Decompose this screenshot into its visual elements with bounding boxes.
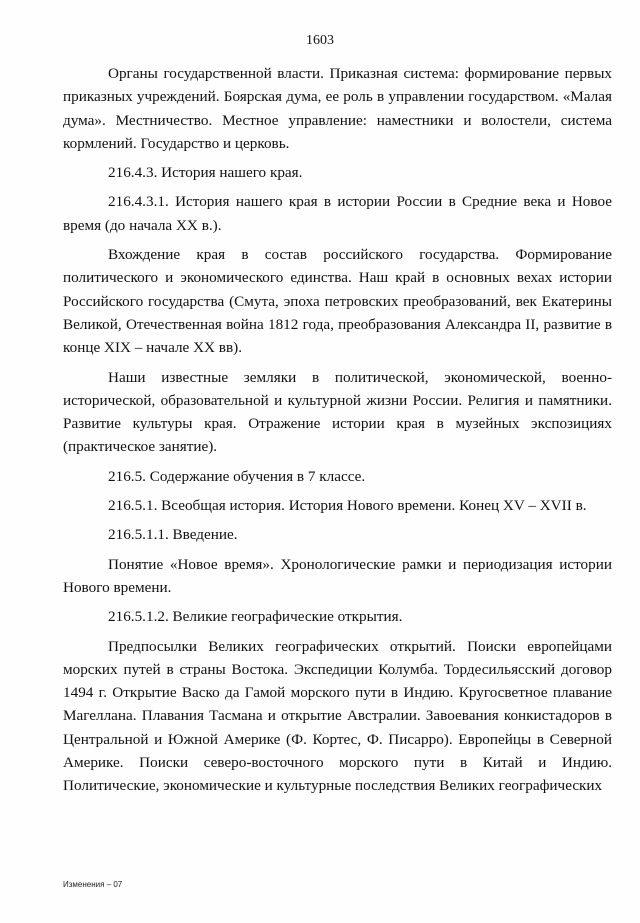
section-heading: 216.5.1.1. Введение.	[108, 526, 238, 544]
section-heading: 216.4.3. История нашего края.	[108, 164, 303, 182]
paragraph: Вхождение края в состав российского государства. Формирование политического и экономического единства. Наш край в основных вехах истории Российского государства (Смута, эпоха петровских преобразований, век Екатерины Великой, Отечественная война 1812 года, преобразования Александра II, развитие в конце XIX – начале XX вв).	[63, 246, 612, 357]
section-heading: 216.4.3.1. История нашего края в истории России в Средние века и Новое время (до начала XX в.).	[63, 193, 612, 234]
paragraph: Понятие «Новое время». Хронологические рамки и периодизация истории Нового времени.	[63, 555, 612, 596]
page-number: 1603	[306, 33, 334, 48]
paragraph: Органы государственной власти. Приказная система: формирование первых приказных учреждений. Боярская дума, ее роль в управлении государством. «Малая дума». Местничество. Местное управление: наместники и волостели, система кормлений. Государство и церковь.	[63, 65, 612, 152]
section-heading: 216.5.1. Всеобщая история. История Нового времени. Конец XV – XVII в.	[108, 497, 587, 515]
document-body	[63, 62, 612, 804]
paragraph: Наши известные земляки в политической, экономической, военно-исторической, образовательной и культурной жизни России. Религия и памятники. Развитие культуры края. Отражение истории края в музейных экспозициях (практическое занятие).	[63, 368, 612, 456]
section-heading: 216.5. Содержание обучения в 7 классе.	[108, 467, 366, 485]
footer-note: Изменения – 07	[63, 880, 123, 889]
section-heading: 216.5.1.2. Великие географические открытия.	[108, 608, 403, 626]
paragraph: Предпосылки Великих географических открытий. Поиски европейцами морских путей в страны Востока. Экспедиции Колумба. Тордесильясский договор 1494 г. Открытие Васко да Гамой морского пути в Индию. Кругосветное плавание Магеллана. Плавания Тасмана и открытие Австралии. Завоевания конкистадоров в Центральной и Южной Америке (Ф. Кортес, Ф. Писарро). Европейцы в Северной Америке. Поиски северо-восточного морского пути в Китай и Индию. Политические, экономические и культурные последствия Великих географических	[63, 637, 612, 795]
